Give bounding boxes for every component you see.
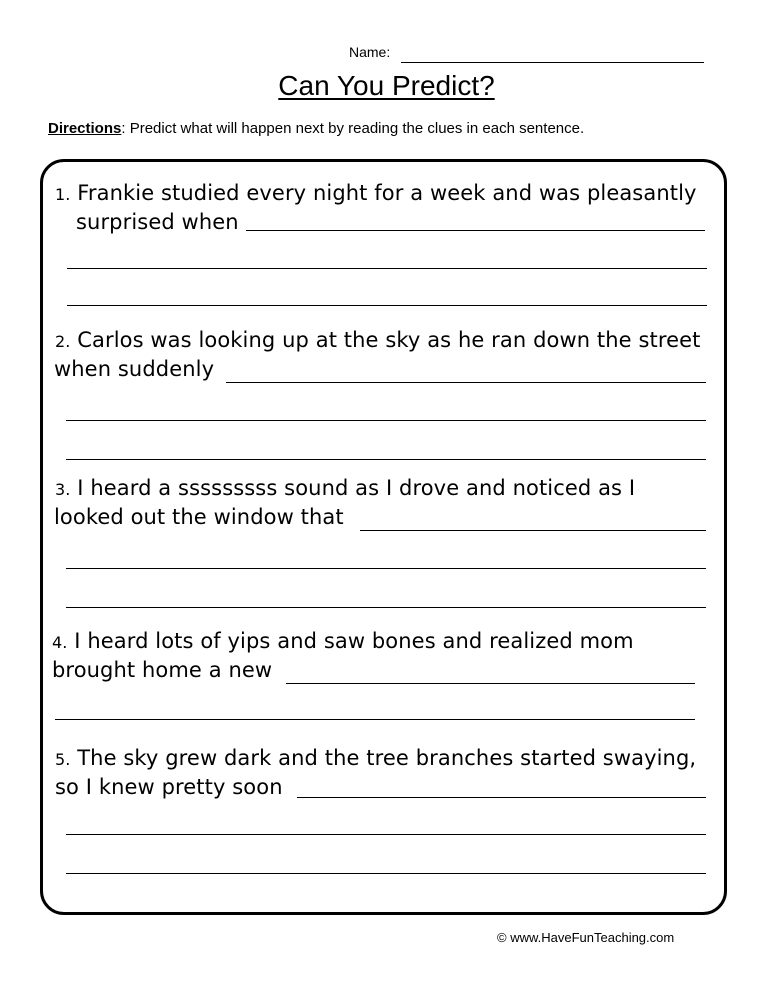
question-text: Frankie studied every night for a week and was pleasantly <box>70 181 697 205</box>
answer-line[interactable] <box>226 382 706 383</box>
answer-line[interactable] <box>66 568 706 569</box>
answer-line[interactable] <box>67 268 707 269</box>
question-3 <box>55 474 635 504</box>
question-4-continuation: brought home a new <box>52 658 273 682</box>
answer-line[interactable] <box>246 230 705 231</box>
answer-line[interactable] <box>297 797 706 798</box>
question-number: 1. <box>55 185 71 204</box>
question-text: I heard a sssssssss sound as I drove and noticed as I <box>70 476 636 500</box>
copyright-footer: © www.HaveFunTeaching.com <box>497 930 675 945</box>
directions-text: : Predict what will happen next by reading the clues in each sentence. <box>121 120 585 137</box>
question-1-continuation: surprised when <box>76 210 239 234</box>
answer-line[interactable] <box>67 305 707 306</box>
question-1 <box>55 179 697 209</box>
name-answer-line[interactable] <box>401 62 704 63</box>
question-5 <box>55 744 696 774</box>
question-2-continuation: when suddenly <box>54 357 215 381</box>
question-text: I heard lots of yips and saw bones and realized mom <box>67 629 634 653</box>
question-number: 3. <box>55 480 71 499</box>
question-number: 5. <box>55 750 71 769</box>
question-4 <box>52 627 634 657</box>
answer-line[interactable] <box>66 459 706 460</box>
page-title: Can You Predict? <box>278 70 495 101</box>
answer-line[interactable] <box>360 530 706 531</box>
answer-line[interactable] <box>66 834 706 835</box>
directions <box>48 120 584 137</box>
answer-line[interactable] <box>66 420 706 421</box>
answer-line[interactable] <box>66 607 706 608</box>
answer-line[interactable] <box>55 719 695 720</box>
directions-label: Directions <box>48 120 122 137</box>
answer-line[interactable] <box>66 873 706 874</box>
question-5-continuation: so I knew pretty soon <box>55 775 283 799</box>
question-number: 2. <box>55 332 71 351</box>
question-3-continuation: looked out the window that <box>54 505 344 529</box>
name-label: Name: <box>349 44 391 60</box>
answer-line[interactable] <box>286 683 695 684</box>
question-text: Carlos was looking up at the sky as he ran down the street <box>70 328 701 352</box>
question-text: The sky grew dark and the tree branches started swaying, <box>70 746 697 770</box>
question-2 <box>55 326 700 356</box>
question-number: 4. <box>52 633 68 652</box>
